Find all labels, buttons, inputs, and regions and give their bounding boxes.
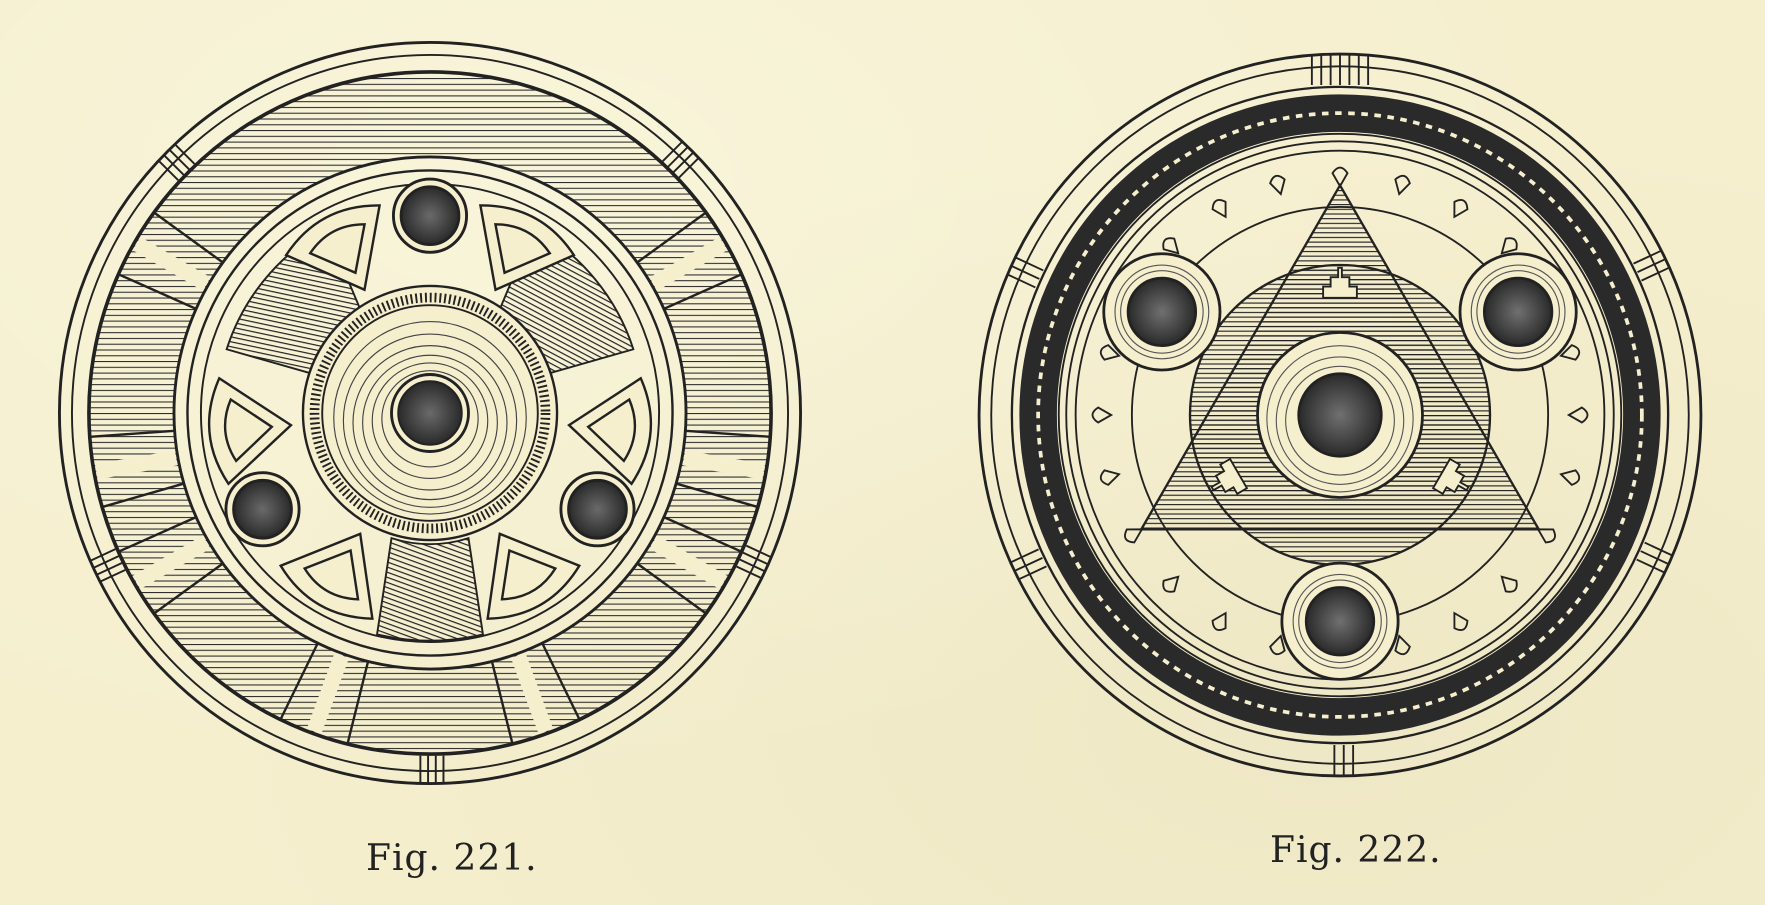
figure-222-caption: Fig. 222. xyxy=(1270,830,1442,871)
figure-221-brooch-illustration xyxy=(45,28,815,798)
figure-222-brooch-illustration xyxy=(965,40,1715,790)
figure-221-caption: Fig. 221. xyxy=(366,838,538,879)
